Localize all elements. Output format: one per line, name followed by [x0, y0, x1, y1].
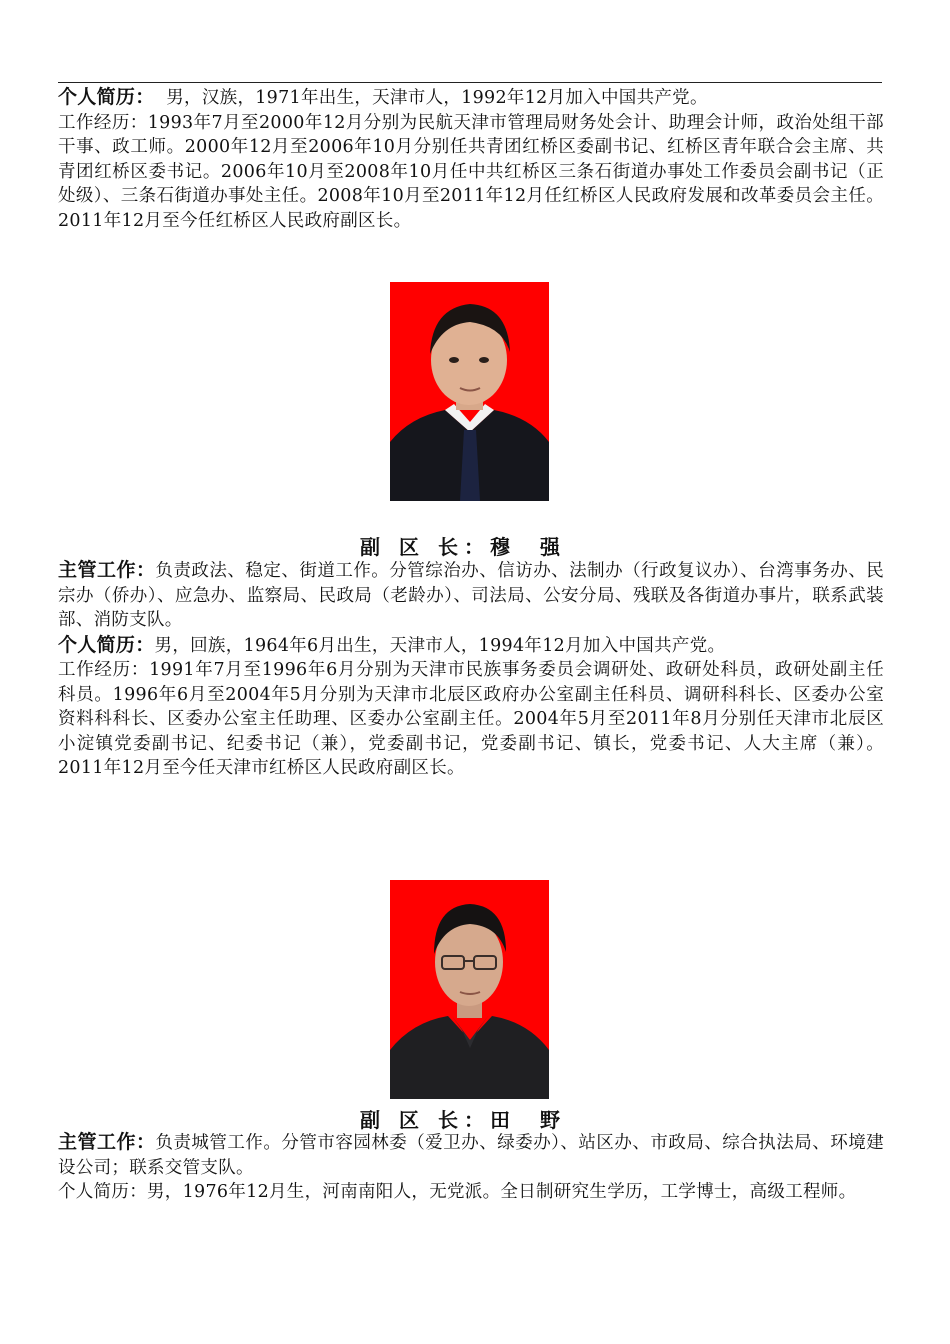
person3-section	[58, 1130, 884, 1205]
person2-duty-text: 负责政法、稳定、街道工作。分管综治办、信访办、法制办（行政复议办）、台湾事务办、民宗办（侨办）、应急办、监察局、民政局（老龄办）、司法局、公安分局、残联及各街道办事片，联系武装部、消防支队。	[58, 561, 884, 630]
person1-work-history: 工作经历：1993年7月至2000年12月分别为民航天津市管理局财务处会计、助理会计师，政治处组干部干事、政工师。2000年12月至2006年10月分别任共青团红桥区委副书记、红桥区青年联合会主席、共青团红桥区委书记。2006年10月至2008年10月任中共红桥区三条石街道办事处工作委员会副书记（正处级）、三条石街道办事处主任。2008年10月至2011年12月任红桥区人民政府发展和改革委员会主任。2011年12月至今任红桥区人民政府副区长。	[58, 112, 884, 231]
person2-work-history: 工作经历：1991年7月至1996年6月分别为天津市民族事务委员会调研处、政研处科员，政研处副主任科员。1996年6月至2004年5月分别为天津市北辰区政府办公室副主任科员、调研科科长、区委办公室资料科科长、区委办公室主任助理、区委办公室副主任。2004年5月至2011年8月分别任天津市北辰区小淀镇党委副书记、纪委书记（兼），党委副书记，党委副书记、镇长，党委书记、人大主席（兼）。2011年12月至今任天津市红桥区人民政府副区长。	[58, 660, 884, 778]
person1-bio-label: 个人简历：	[58, 86, 155, 108]
person3-duty-label: 主管工作：	[58, 1131, 156, 1153]
person3-bio: 个人简历：男，1976年12月生，河南南阳人，无党派。全日制研究生学历，工学博士，高级工程师。	[58, 1182, 857, 1202]
person3-name: 田野	[489, 1108, 590, 1132]
person3-title-prefix: 副 区 长：	[360, 1108, 490, 1132]
person2-section	[58, 558, 884, 781]
person2-bio-text: 男，回族，1964年6月出生，天津市人，1994年12月加入中国共产党。	[154, 635, 726, 656]
person1-bio	[58, 85, 884, 111]
person2-bio	[58, 633, 884, 659]
person1-section	[58, 85, 884, 233]
person2-name: 穆强	[489, 535, 590, 559]
portrait-photo-tian-ye	[390, 880, 549, 1099]
person2-duty-label: 主管工作：	[58, 559, 156, 581]
person2-title	[0, 531, 950, 560]
person3-title	[0, 1104, 950, 1133]
person3-duty-text: 负责城管工作。分管市容园林委（爱卫办、绿委办）、站区办、市政局、综合执法局、环境建设公司；联系交管支队。	[58, 1133, 884, 1178]
portrait-photo-mu-qiang	[390, 282, 549, 501]
person2-duty	[58, 558, 884, 633]
person2-title-prefix: 副 区 长：	[360, 535, 490, 559]
person3-duty	[58, 1130, 884, 1180]
person1-bio-text: 男，汉族，1971年出生，天津市人，1992年12月加入中国共产党。	[154, 88, 708, 108]
person2-bio-label: 个人简历：	[58, 633, 155, 656]
top-rule	[58, 82, 882, 83]
